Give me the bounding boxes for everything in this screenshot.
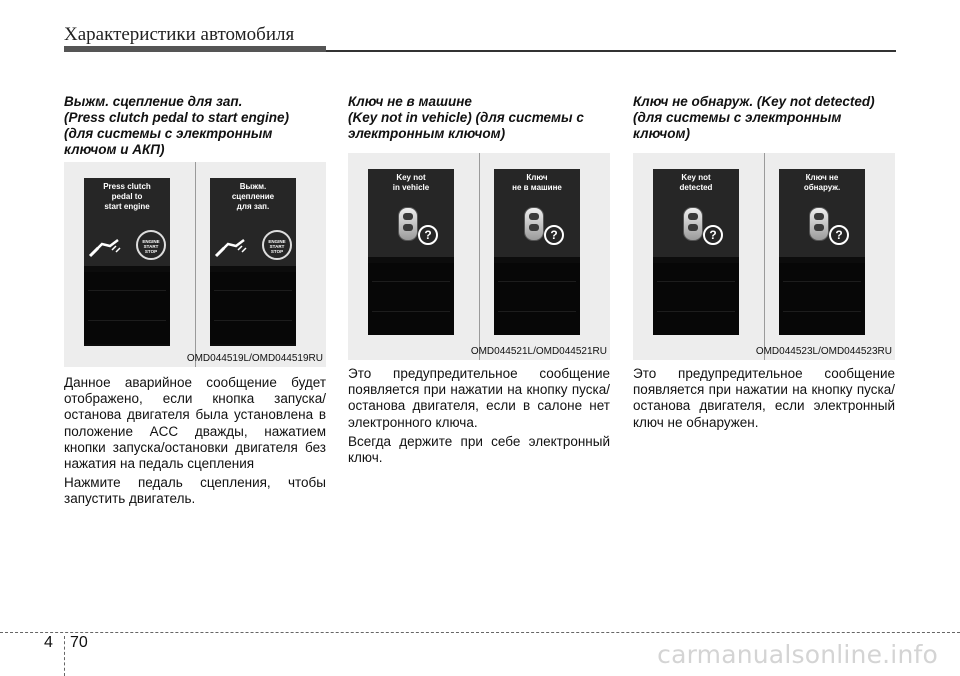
heading-line: ключом) bbox=[633, 126, 690, 141]
cluster-screen-russian bbox=[210, 178, 296, 346]
cluster-screen-english bbox=[653, 169, 739, 335]
screen-message: Press clutch pedal to start engine bbox=[103, 182, 151, 211]
paragraph: Это предупредительное сообщение появляется при нажатии на кнопку пуска/останова двигателя, если в салоне нет электронного ключа. bbox=[348, 366, 610, 430]
heading-line: (Key not in vehicle) (для системы с bbox=[348, 110, 584, 125]
screen-message: Key not detected bbox=[679, 173, 713, 192]
paragraph: Данное аварийное сообщение будет отображено, если кнопка запуска/останова двигателя была установлена в положение ACC дважды, нажатием кнопки запуска/остановки двигателя без нажатия на педаль сцепления bbox=[64, 375, 326, 472]
heading-line: ключом и АКП) bbox=[64, 142, 165, 157]
cluster-screen-english bbox=[84, 178, 170, 346]
figure-divider bbox=[195, 162, 196, 367]
page-number: 70 bbox=[70, 634, 88, 651]
section-heading-clutch bbox=[64, 94, 326, 158]
section-heading-key-not-in-vehicle bbox=[348, 94, 610, 142]
paragraph: Всегда держите при себе электронный ключ. bbox=[348, 433, 610, 466]
heading-line: (для системы с электронным bbox=[633, 110, 842, 125]
cluster-screen-russian bbox=[779, 169, 865, 335]
question-icon: ? bbox=[829, 225, 849, 245]
smart-key-icon bbox=[809, 207, 829, 241]
question-icon: ? bbox=[544, 225, 564, 245]
body-text-key-not-detected bbox=[633, 366, 895, 434]
question-icon: ? bbox=[418, 225, 438, 245]
figure-divider bbox=[479, 153, 480, 360]
header-rule-thick bbox=[64, 46, 326, 52]
smart-key-icon bbox=[398, 207, 418, 241]
engine-start-button-icon: ENGINE START STOP bbox=[136, 230, 166, 260]
page-header-title: Характеристики автомобиля bbox=[64, 24, 295, 45]
figure-key-not-detected bbox=[633, 153, 895, 360]
body-text-clutch bbox=[64, 375, 326, 511]
header-rule-thin bbox=[326, 50, 896, 52]
footer-divider bbox=[64, 636, 65, 676]
figure-code: OMD044523L/OMD044523RU bbox=[755, 346, 892, 357]
paragraph: Это предупредительное сообщение появляется при нажатии на кнопку пуска/останова двигателя, если электронный ключ не обнаружен. bbox=[633, 366, 895, 430]
figure-clutch-warning bbox=[64, 162, 326, 367]
section-number: 4 bbox=[44, 634, 53, 651]
smart-key-icon bbox=[683, 207, 703, 241]
clutch-pedal-icon bbox=[214, 234, 250, 258]
heading-line: Ключ не в машине bbox=[348, 94, 472, 109]
section-heading-key-not-detected bbox=[633, 94, 895, 142]
screen-message: Ключ не обнаруж. bbox=[803, 173, 841, 192]
figure-code: OMD044521L/OMD044521RU bbox=[470, 346, 607, 357]
figure-key-not-in-vehicle bbox=[348, 153, 610, 360]
engine-start-button-icon: ENGINE START STOP bbox=[262, 230, 292, 260]
question-icon: ? bbox=[703, 225, 723, 245]
cluster-screen-russian bbox=[494, 169, 580, 335]
watermark: carmanualsonline.info bbox=[657, 640, 938, 669]
clutch-pedal-icon bbox=[88, 234, 124, 258]
heading-line: Выжм. сцепление для зап. bbox=[64, 94, 243, 109]
body-text-key-not-in-vehicle bbox=[348, 366, 610, 469]
footer-rule bbox=[0, 632, 960, 633]
screen-message: Ключ не в машине bbox=[512, 173, 562, 192]
heading-line: электронным ключом) bbox=[348, 126, 506, 141]
heading-line: (Press clutch pedal to start engine) bbox=[64, 110, 290, 125]
screen-message: Key not in vehicle bbox=[392, 173, 430, 192]
cluster-screen-english bbox=[368, 169, 454, 335]
figure-divider bbox=[764, 153, 765, 360]
paragraph: Нажмите педаль сцепления, чтобы запустить двигатель. bbox=[64, 475, 326, 507]
smart-key-icon bbox=[524, 207, 544, 241]
heading-line: Ключ не обнаруж. (Key not detected) bbox=[633, 94, 875, 109]
figure-code: OMD044519L/OMD044519RU bbox=[186, 353, 323, 364]
screen-message: Выжм. сцепление для зап. bbox=[231, 182, 275, 211]
heading-line: (для системы с электронным bbox=[64, 126, 273, 141]
